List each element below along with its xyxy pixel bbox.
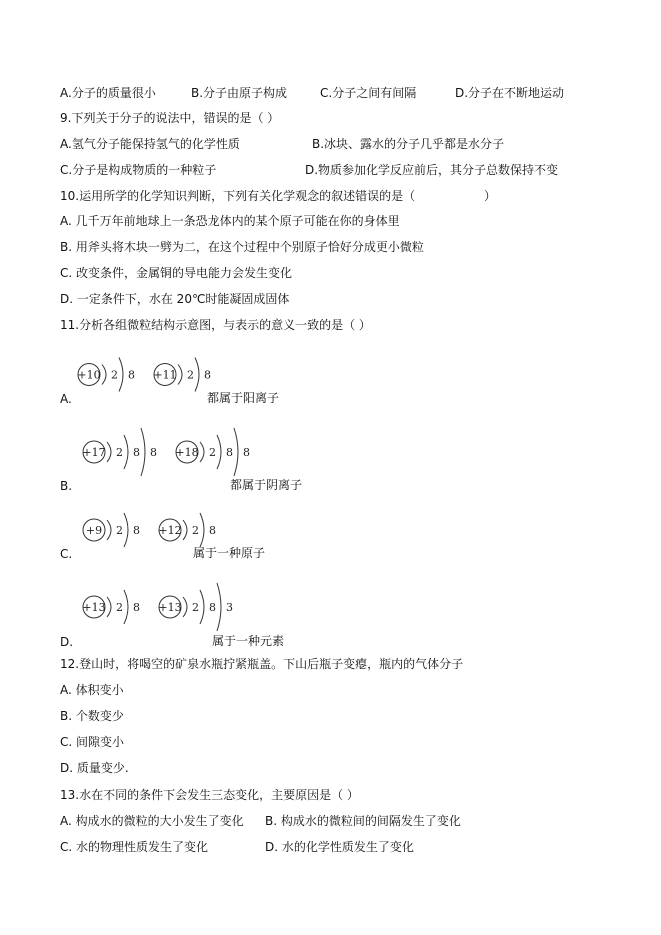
nucleus-charge: +12 [158, 524, 182, 537]
electron-count: 8 [226, 446, 233, 459]
electron-count: 2 [116, 601, 123, 614]
electron-shell-arc [178, 365, 182, 385]
electron-count: 8 [243, 446, 250, 459]
electron-count: 2 [187, 368, 194, 382]
nucleus-charge: +17 [82, 446, 106, 459]
electron-count: 8 [204, 368, 211, 382]
atom-diagram [82, 428, 157, 476]
electron-count: 8 [209, 524, 216, 537]
nucleus-charge: +11 [153, 368, 177, 382]
electron-shell-arc [119, 358, 123, 392]
q10-option-a: A. 几千万年前地球上一条恐龙体内的某个原子可能在你的身体里 [60, 214, 400, 228]
q9-option-b: B.冰块、露水的分子几乎都是水分子 [312, 137, 505, 151]
q13-option-d: D. 水的化学性质发生了变化 [265, 840, 414, 854]
electron-shell-arc [107, 442, 111, 462]
q9-option-c: C.分子是构成物质的一种粒子 [60, 163, 217, 177]
q11-option-b-diagram [80, 410, 250, 490]
q10-option-d: D. 一定条件下，水在 20℃时能凝固成固体 [60, 292, 290, 306]
q9-option-a: A.氢气分子能保持氢气的化学性质 [60, 137, 240, 151]
electron-count: 8 [133, 601, 140, 614]
q10-option-b: B. 用斧头将木块一劈为二，在这个过程中个别原子恰好分成更小微粒 [60, 240, 424, 254]
q11-stem: 11.分析各组微粒结构示意图，与表示的意义一致的是（ ） [60, 318, 371, 332]
electron-shell-arc [124, 513, 128, 547]
electron-count: 8 [133, 446, 140, 459]
nucleus-charge: +18 [175, 446, 199, 459]
q12-option-b: B. 个数变少 [60, 709, 124, 723]
electron-shell-arc [183, 520, 187, 540]
electron-shell-arc [124, 435, 128, 469]
electron-shell-arc [107, 520, 111, 540]
q10-stem-close: ） [484, 189, 497, 203]
electron-count: 3 [226, 601, 233, 614]
q13-stem: 13.水在不同的条件下会发生三态变化，主要原因是（ ） [60, 788, 359, 802]
q12-option-a: A. 体积变小 [60, 683, 124, 697]
nucleus-charge: +10 [77, 368, 101, 382]
q11-option-b-letter: B. [60, 479, 73, 493]
electron-shell-arc [183, 597, 187, 617]
q11-option-d-diagram [80, 565, 233, 645]
atom-diagram [82, 590, 140, 624]
q13-option-a: A. 构成水的微粒的大小发生了变化 [60, 814, 244, 828]
nucleus-charge: +13 [82, 601, 106, 614]
electron-count: 8 [133, 524, 140, 537]
electron-shell-arc [102, 365, 106, 385]
electron-shell-arc [234, 428, 238, 476]
atom-diagram [175, 428, 250, 476]
electron-shell-arc [200, 442, 204, 462]
q13-option-c: C. 水的物理性质发生了变化 [60, 840, 209, 854]
q12-option-d: D. 质量变少. [60, 761, 129, 775]
electron-shell-arc [200, 590, 204, 624]
electron-count: 8 [209, 601, 216, 614]
atom-diagram [77, 358, 135, 392]
atom-diagram [153, 358, 211, 392]
electron-count: 2 [192, 601, 199, 614]
electron-shell-arc [124, 590, 128, 624]
q11-option-a-diagram [75, 340, 225, 405]
electron-shell-arc [217, 583, 221, 631]
electron-count: 2 [111, 368, 118, 382]
nucleus-charge: +9 [85, 524, 103, 537]
q11-option-c-diagram [80, 498, 216, 558]
atom-diagram [158, 583, 233, 631]
q11-option-c-letter: C. [60, 547, 73, 561]
atom-diagram [158, 513, 216, 547]
q9-option-d: D.物质参加化学反应前后，其分子总数保持不变 [305, 163, 559, 177]
q8-option-a: A.分子的质量很小 [60, 86, 156, 100]
q9-stem: 9.下列关于分子的说法中，错误的是（ ） [60, 111, 280, 125]
electron-count: 8 [150, 446, 157, 459]
q11-option-d-text: 属于一种元素 [212, 634, 285, 648]
q8-option-c: C.分子之间有间隔 [320, 86, 417, 100]
q11-option-c-text: 属于一种原子 [193, 546, 266, 560]
q11-option-d-letter: D. [60, 635, 74, 649]
q13-option-b: B. 构成水的微粒间的间隔发生了变化 [265, 814, 461, 828]
nucleus-charge: +13 [158, 601, 182, 614]
electron-count: 2 [116, 446, 123, 459]
electron-shell-arc [141, 428, 145, 476]
q10-stem: 10.运用所学的化学知识判断，下列有关化学观念的叙述错误的是（ [60, 189, 416, 203]
q12-option-c: C. 间隙变小 [60, 735, 125, 749]
q11-option-a-text: 都属于阳离子 [207, 391, 280, 405]
atom-diagram [83, 513, 140, 547]
electron-shell-arc [200, 513, 204, 547]
electron-count: 2 [209, 446, 216, 459]
electron-count: 2 [192, 524, 199, 537]
electron-count: 8 [128, 368, 135, 382]
q12-stem: 12.登山时，将喝空的矿泉水瓶拧紧瓶盖。下山后瓶子变瘪，瓶内的气体分子 [60, 657, 464, 671]
electron-shell-arc [217, 435, 221, 469]
q10-option-c: C. 改变条件，金属铜的导电能力会发生变化 [60, 266, 293, 280]
electron-count: 2 [116, 524, 123, 537]
q8-option-d: D.分子在不断地运动 [455, 86, 565, 100]
q8-option-b: B.分子由原子构成 [191, 86, 288, 100]
q11-option-b-text: 都属于阴离子 [230, 478, 303, 492]
electron-shell-arc [195, 358, 199, 392]
electron-shell-arc [107, 597, 111, 617]
q11-option-a-letter: A. [60, 392, 72, 406]
